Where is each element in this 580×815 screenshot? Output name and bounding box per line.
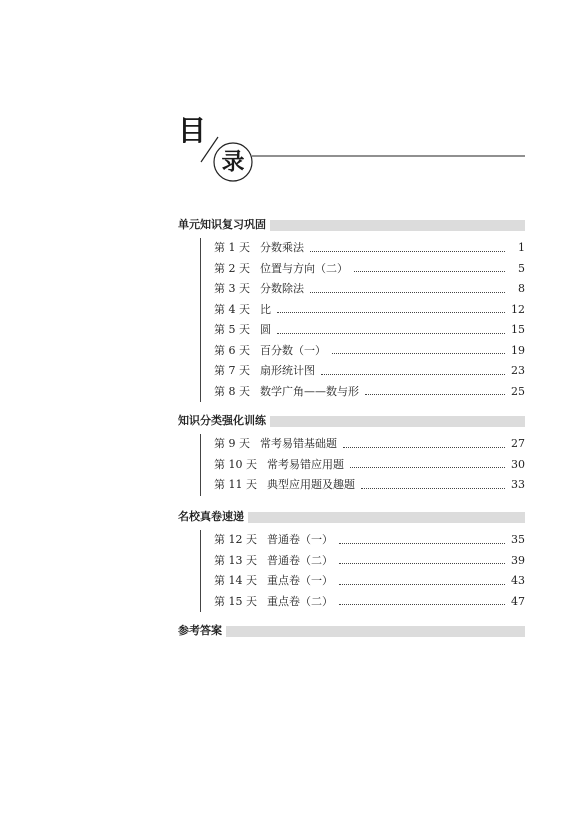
entry-title: 数学广角——数与形 <box>260 384 359 398</box>
entry-day: 第 9 天 <box>214 437 250 450</box>
toc-entry[interactable] <box>214 592 525 613</box>
entry-page: 19 <box>511 343 525 357</box>
section-answers <box>178 623 525 639</box>
entry-day: 第 6 天 <box>214 343 250 357</box>
entry-page: 47 <box>511 594 525 608</box>
toc-entry-list <box>200 530 525 612</box>
dot-leader <box>339 604 505 605</box>
section-heading[interactable] <box>178 623 525 639</box>
entry-title: 百分数（一） <box>260 343 326 357</box>
dot-leader <box>339 563 505 564</box>
toc-entry[interactable] <box>214 475 525 496</box>
entry-page: 12 <box>511 302 525 316</box>
entry-page: 25 <box>511 384 525 398</box>
entry-day: 第 11 天 <box>214 478 257 491</box>
entry-day: 第 2 天 <box>214 261 250 275</box>
entry-title: 重点卷（一） <box>267 574 333 587</box>
section-heading <box>178 509 525 525</box>
section-heading <box>178 413 525 429</box>
entry-day: 第 4 天 <box>214 302 250 316</box>
toc-entry-list <box>200 238 525 402</box>
title-char-mu: 目 <box>178 114 207 147</box>
entry-title: 分数乘法 <box>260 241 304 254</box>
toc-entry[interactable] <box>214 320 525 341</box>
dot-leader <box>277 312 505 313</box>
toc-entry[interactable] <box>214 530 525 551</box>
entry-day: 第 12 天 <box>214 533 257 546</box>
section-school-exams <box>178 509 525 612</box>
section-heading-label: 名校真卷速递 <box>178 510 244 523</box>
entry-page: 30 <box>511 457 525 471</box>
title-char-lu: 录 <box>221 148 245 175</box>
entry-title: 扇形统计图 <box>260 364 315 377</box>
section-heading-bar <box>270 220 525 231</box>
dot-leader <box>310 292 505 293</box>
entry-title: 典型应用题及趣题 <box>267 478 355 491</box>
entry-title: 比 <box>260 302 271 316</box>
entry-day: 第 13 天 <box>214 553 257 567</box>
section-heading-label: 知识分类强化训练 <box>178 414 266 427</box>
toc-entry[interactable] <box>214 551 525 572</box>
entry-title: 位置与方向（二） <box>260 261 348 275</box>
toc-entry[interactable] <box>214 259 525 280</box>
dot-leader <box>332 353 505 354</box>
section-heading-bar <box>226 626 525 637</box>
entry-page: 5 <box>518 261 525 275</box>
toc-entry[interactable] <box>214 279 525 300</box>
toc-entry[interactable] <box>214 455 525 476</box>
dot-leader <box>354 271 505 272</box>
section-heading-label: 单元知识复习巩固 <box>178 218 266 231</box>
entry-page: 33 <box>511 478 525 491</box>
entry-title: 重点卷（二） <box>267 594 333 608</box>
entry-title: 普通卷（二） <box>267 553 333 567</box>
toc-entry[interactable] <box>214 300 525 321</box>
dot-leader <box>310 251 505 252</box>
entry-day: 第 1 天 <box>214 241 250 254</box>
entry-day: 第 14 天 <box>214 574 257 587</box>
toc-title <box>0 0 580 200</box>
toc-entry[interactable] <box>214 382 525 403</box>
entry-page: 39 <box>511 553 525 567</box>
entry-day: 第 7 天 <box>214 364 250 377</box>
title-decoration <box>0 0 580 200</box>
toc-entry[interactable] <box>214 238 525 259</box>
entry-title: 常考易错应用题 <box>267 457 344 471</box>
entry-day: 第 8 天 <box>214 384 250 398</box>
entry-day: 第 10 天 <box>214 457 257 471</box>
entry-page: 1 <box>518 241 525 254</box>
dot-leader <box>361 488 505 489</box>
entry-page: 15 <box>511 323 525 336</box>
entry-day: 第 5 天 <box>214 323 250 336</box>
toc-entry-list <box>200 434 525 496</box>
dot-leader <box>277 333 505 334</box>
dot-leader <box>343 447 505 448</box>
section-unit-review <box>178 217 525 402</box>
entry-day: 第 15 天 <box>214 594 257 608</box>
dot-leader <box>365 394 505 395</box>
entry-title: 圆 <box>260 323 271 336</box>
section-knowledge-training <box>178 413 525 496</box>
dot-leader <box>321 374 505 375</box>
toc-entry[interactable] <box>214 361 525 382</box>
toc-entry[interactable] <box>214 571 525 592</box>
section-heading-bar <box>270 416 525 427</box>
entry-page: 27 <box>511 437 525 450</box>
entry-page: 43 <box>511 574 525 587</box>
entry-title: 常考易错基础题 <box>260 437 337 450</box>
dot-leader <box>350 467 505 468</box>
dot-leader <box>339 584 505 585</box>
section-heading-bar <box>248 512 525 523</box>
entry-page: 35 <box>511 533 525 546</box>
toc-entry[interactable] <box>214 434 525 455</box>
dot-leader <box>339 543 505 544</box>
section-heading-label: 参考答案 <box>178 624 222 637</box>
entry-page: 23 <box>511 364 525 377</box>
section-heading <box>178 217 525 233</box>
entry-title: 普通卷（一） <box>267 533 333 546</box>
entry-day: 第 3 天 <box>214 282 250 295</box>
entry-title: 分数除法 <box>260 282 304 295</box>
toc-entry[interactable] <box>214 341 525 362</box>
entry-page: 8 <box>518 282 525 295</box>
